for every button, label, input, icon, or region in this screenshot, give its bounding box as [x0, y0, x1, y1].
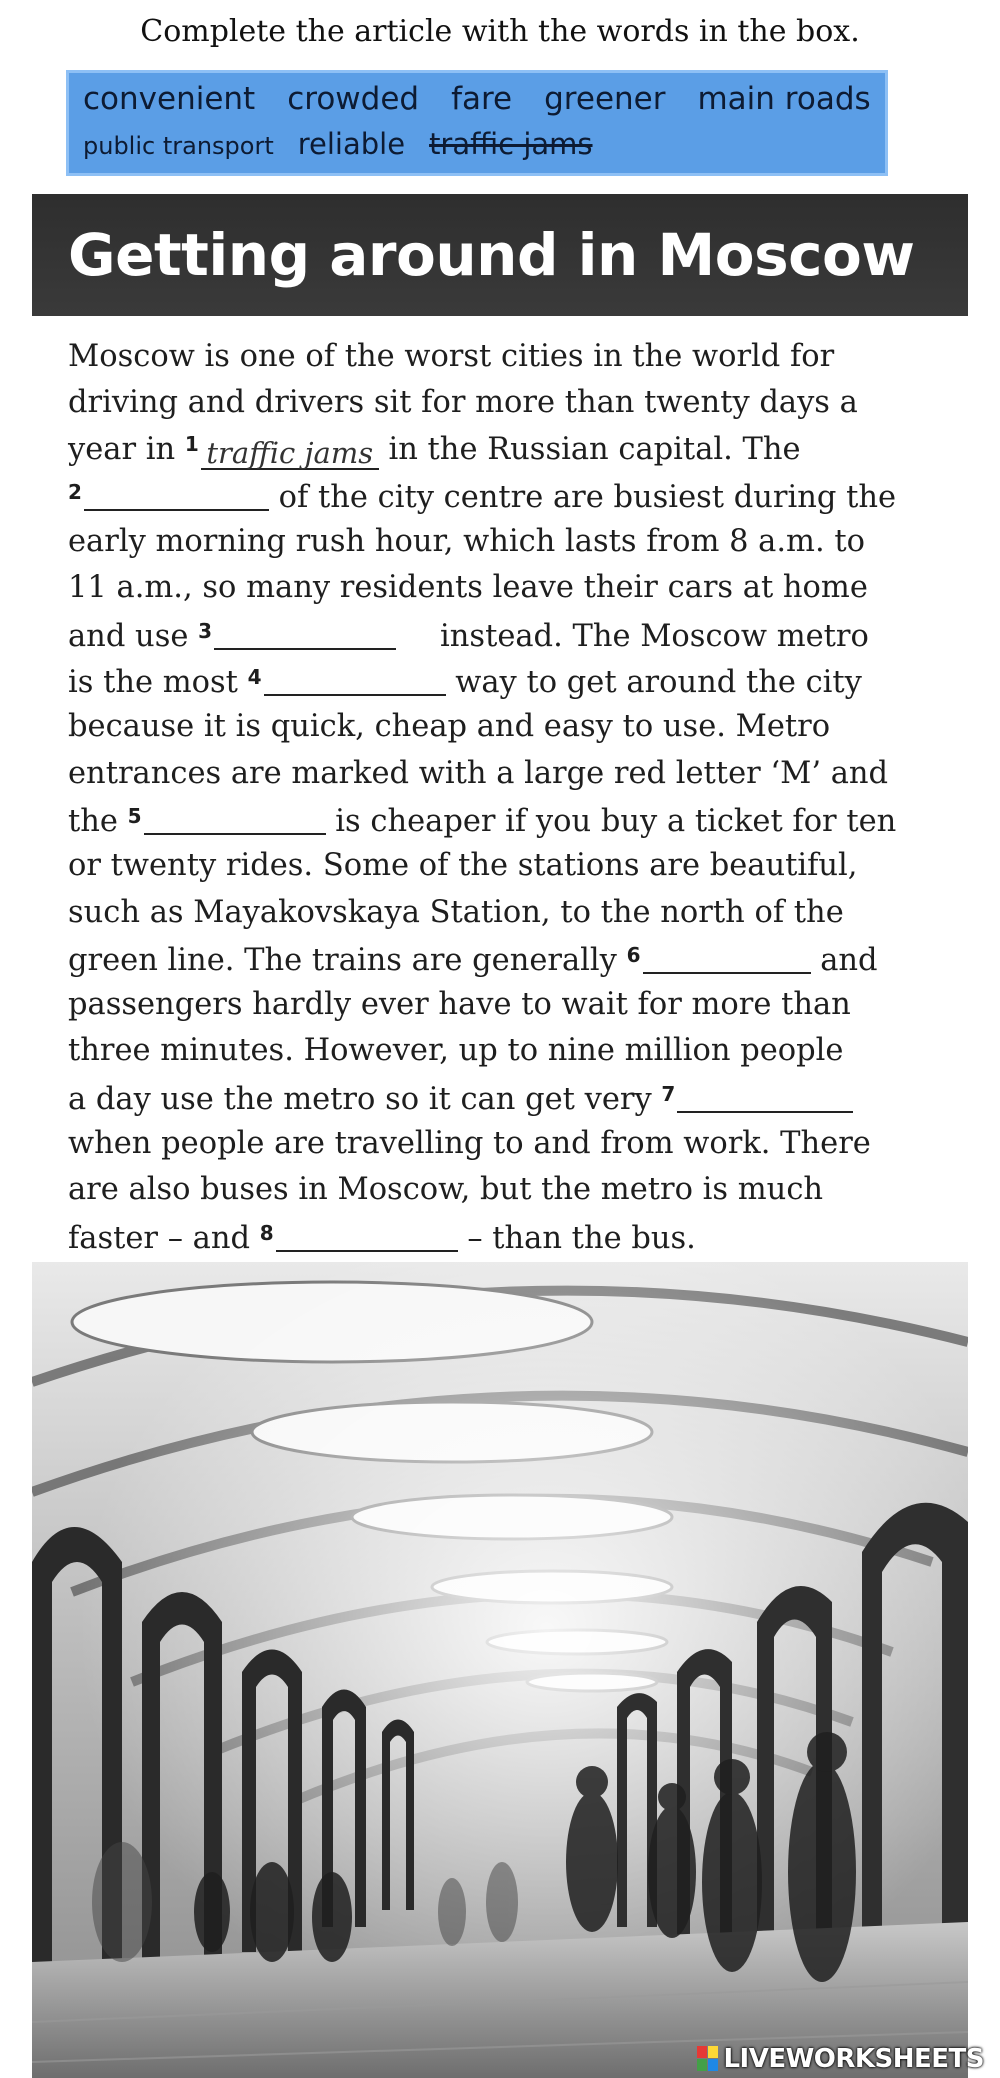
article-line — [68, 1214, 948, 1260]
word-main-roads: main roads — [697, 81, 871, 117]
article-text: and use — [68, 618, 199, 654]
article-line — [68, 797, 948, 843]
article-line: are also buses in Moscow, but the metro is much — [68, 1172, 824, 1208]
article-line: passengers hardly ever have to wait for more than — [68, 987, 851, 1023]
watermark-text: LIVEWORKSHEETS — [723, 2044, 984, 2074]
word-box — [66, 70, 888, 176]
article-line: when people are travelling to and from work. There — [68, 1126, 871, 1162]
article-text: year in — [68, 431, 185, 467]
article-text: of the city centre are busiest during the — [268, 479, 897, 515]
article-text: green line. The trains are generally — [68, 942, 627, 978]
article-text: a day use the metro so it can get very — [68, 1081, 662, 1117]
article-line: Moscow is one of the worst cities in the world for — [68, 339, 835, 374]
article-line — [68, 473, 948, 519]
watermark — [697, 2044, 984, 2074]
metro-station-illustration — [32, 1262, 968, 2078]
article-text: – than the bus. — [457, 1220, 696, 1256]
article-text: and — [810, 942, 878, 978]
gap-number-7: 7 — [661, 1081, 676, 1106]
gap-2-input[interactable] — [84, 477, 269, 511]
article-line: driving and drivers sit for more than twenty days a — [68, 385, 858, 421]
gap-3-input[interactable] — [214, 616, 396, 650]
gap-number-5: 5 — [127, 803, 142, 828]
gap-number-4: 4 — [247, 665, 262, 690]
article-text: in the Russian capital. The — [378, 431, 801, 467]
article-text: is cheaper if you buy a ticket for ten — [325, 803, 897, 839]
gap-number-1: 1 — [184, 431, 199, 456]
word-convenient: convenient — [83, 81, 256, 117]
article-line: such as Mayakovskaya Station, to the north of the — [68, 894, 844, 930]
article-title: Getting around in Moscow — [68, 221, 915, 289]
word-greener: greener — [544, 81, 666, 117]
gap-number-2: 2 — [68, 479, 82, 504]
gap-7-input[interactable] — [677, 1079, 853, 1113]
article-text: is the most — [68, 665, 248, 701]
article-line — [68, 427, 948, 473]
word-crowded: crowded — [287, 81, 420, 117]
gap-number-3: 3 — [198, 618, 213, 643]
article-line: early morning rush hour, which lasts from 8 a.m. to — [68, 524, 865, 560]
gap-4-input[interactable] — [264, 662, 446, 696]
article-text: the — [68, 803, 128, 839]
liveworksheets-logo-icon — [697, 2046, 719, 2072]
word-traffic-jams: traffic jams — [429, 127, 593, 161]
gap-number-8: 8 — [259, 1220, 274, 1245]
gap-1-answer[interactable]: traffic jams — [201, 436, 379, 470]
gap-number-6: 6 — [626, 942, 641, 967]
article-text: way to get around the city — [445, 665, 862, 701]
word-box-row-2 — [83, 127, 871, 169]
article-line: or twenty rides. Some of the stations are beautiful, — [68, 848, 858, 884]
word-public-transport: public transport — [83, 132, 274, 160]
article-body — [68, 334, 948, 1260]
gap-8-input[interactable] — [276, 1218, 458, 1252]
article-line — [68, 936, 948, 982]
article-line: entrances are marked with a large red letter ‘M’ and — [68, 755, 889, 791]
title-bar — [32, 194, 968, 316]
article-line: because it is quick, cheap and easy to use. Metro — [68, 709, 831, 745]
metro-station-photo — [32, 1262, 968, 2078]
article-line: 11 a.m., so many residents leave their cars at home — [68, 570, 868, 606]
article-text: faster – and — [68, 1220, 260, 1256]
word-fare: fare — [451, 81, 513, 117]
gap-5-input[interactable] — [144, 801, 326, 835]
gap-6-input[interactable] — [643, 940, 811, 974]
article-line — [68, 658, 948, 704]
word-box-row-1 — [83, 81, 871, 127]
article-line: three minutes. However, up to nine million people — [68, 1033, 844, 1069]
instruction-text: Complete the article with the words in the box. — [140, 14, 860, 49]
word-reliable: reliable — [297, 127, 406, 161]
article-text: instead. The Moscow metro — [440, 618, 869, 654]
article-line — [68, 612, 948, 658]
article-line — [68, 1075, 948, 1121]
